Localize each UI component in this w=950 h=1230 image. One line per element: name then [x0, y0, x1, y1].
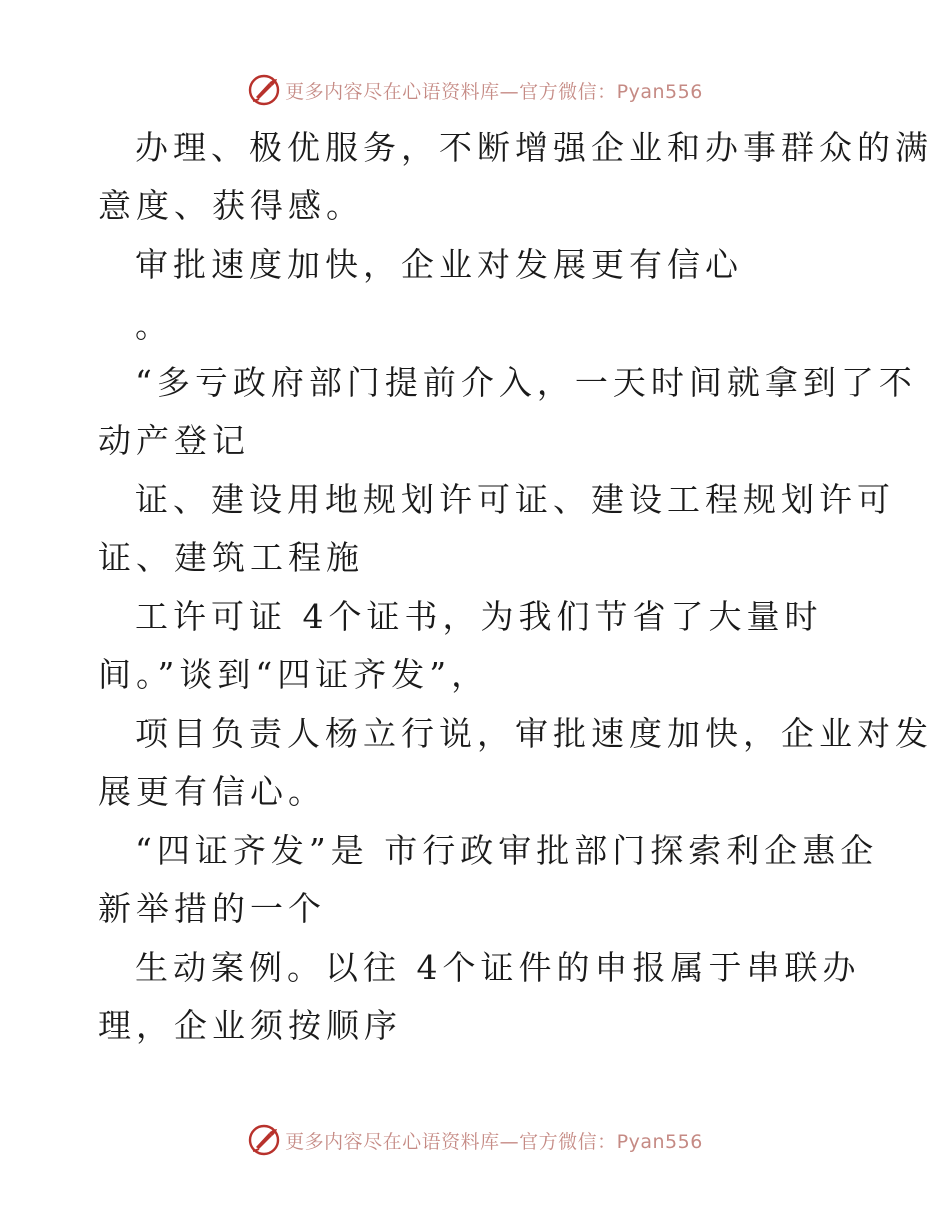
body-line-8: 证、建筑工程施 — [98, 538, 364, 577]
footer-watermark-text: 更多内容尽在心语资料库—官方微信：Pyan556 — [285, 1130, 703, 1153]
body-line-9: 工许可证 4个证书，为我们节省了大量时 — [135, 597, 823, 636]
body-line-15: 生动案例。以往 4个证件的申报属于串联办 — [135, 948, 861, 987]
body-line-14: 新举措的一个 — [98, 889, 326, 928]
body-line-2: 意度、获得感。 — [98, 186, 364, 225]
header-watermark — [0, 70, 950, 110]
body-line-7: 证、建设用地规划许可证、建设工程规划许可 — [135, 480, 895, 519]
footer-watermark — [0, 1120, 950, 1160]
body-line-1: 办理、极优服务，不断增强企业和办事群众的满 — [135, 128, 933, 167]
quill-pen-circle-icon — [247, 73, 281, 107]
body-line-4: 。 — [135, 306, 173, 345]
header-watermark-text: 更多内容尽在心语资料库—官方微信：Pyan556 — [285, 80, 703, 103]
body-line-5: “多亏政府部门提前介入，一天时间就拿到了不 — [135, 363, 917, 402]
body-line-13: “四证齐发”是 市行政审批部门探索利企惠企 — [135, 831, 879, 870]
body-line-12: 展更有信心。 — [98, 772, 326, 811]
body-line-3: 审批速度加快，企业对发展更有信心 — [135, 245, 743, 284]
quill-pen-circle-icon — [247, 1123, 281, 1157]
body-line-16: 理，企业须按顺序 — [98, 1006, 402, 1045]
body-line-10: 间。”谈到“四证齐发”， — [98, 655, 490, 694]
body-line-11: 项目负责人杨立行说，审批速度加快，企业对发 — [135, 714, 933, 753]
body-line-6: 动产登记 — [98, 421, 250, 460]
